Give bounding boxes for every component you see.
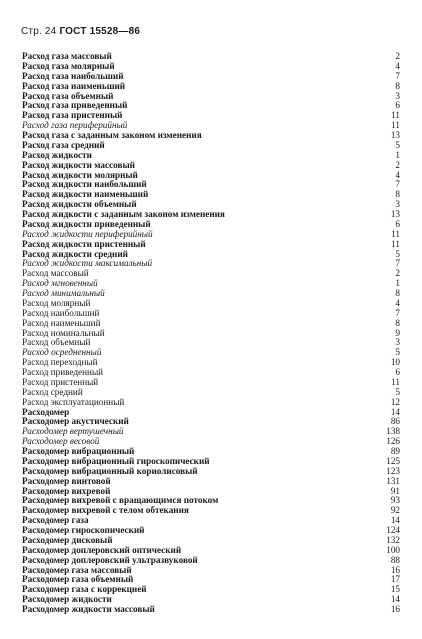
index-entry: [22, 230, 400, 240]
index-term: Расход эксплуатационный: [22, 397, 125, 407]
index-page-number: 11: [391, 120, 400, 131]
index-page-number: 1: [395, 149, 400, 160]
index-term: Расходомер вибрационный кориолисовый: [22, 466, 198, 476]
index-term: Расходомер газа: [22, 516, 89, 526]
index-entry: [22, 101, 400, 111]
index-term: Расход пристенный: [22, 377, 99, 387]
index-term: Расходомер вертушечный: [22, 427, 124, 437]
index-term: Расходомер гироскопический: [22, 526, 145, 535]
index-entry: [22, 487, 400, 497]
index-entry: [22, 398, 400, 408]
index-entry: [22, 368, 400, 378]
index-term: Расход осредненный: [22, 348, 102, 358]
index-entry: [22, 408, 400, 418]
index-entry: [22, 82, 400, 92]
index-page-number: 13: [390, 209, 400, 219]
index-term: Расходомер винтовой: [22, 476, 111, 486]
index-entry: [22, 279, 400, 289]
index-page-number: 15: [390, 584, 400, 595]
index-term: Расход минимальный: [22, 289, 105, 298]
index-term: Расходомер газа объемный: [22, 575, 134, 585]
index-term: Расход молярный: [22, 298, 91, 308]
index-term: Расход жидкости молярный: [22, 170, 138, 180]
index-page-number: 3: [395, 337, 400, 348]
index-term: Расход мгновенный: [22, 279, 98, 289]
index-entry: [22, 92, 400, 102]
index-entry: [22, 52, 400, 62]
index-entry: [22, 437, 400, 447]
index-entry: [22, 516, 400, 526]
index-entry: [22, 259, 400, 269]
index-page-number: 3: [395, 90, 400, 101]
index-entry: [22, 467, 400, 477]
index-entry: [22, 329, 400, 339]
index-entry: [22, 250, 400, 260]
index-entry: [22, 526, 400, 536]
index-entry: [22, 131, 400, 141]
index-page-number: 5: [395, 248, 400, 259]
index-entry: [22, 417, 400, 427]
index-term: Расход газа периферийный: [22, 121, 128, 131]
index-term: Расход приведенный: [22, 368, 104, 377]
index-entry: [22, 299, 400, 309]
index-page-number: 131: [386, 475, 400, 486]
index-entry: [22, 111, 400, 121]
index-term: Расходомер весовой: [22, 437, 100, 447]
index-page-number: 11: [391, 110, 400, 121]
index-term: Расходомер акустический: [22, 417, 129, 427]
index-term: Расходомер газа массовый: [22, 565, 132, 575]
index-term: Расход газа средний: [22, 140, 105, 150]
index-term: Расход наименьший: [22, 318, 101, 328]
index-term: Расход объемный: [22, 338, 91, 348]
index-term: Расход газа с заданным законом изменения: [22, 131, 202, 140]
index-page-number: 2: [395, 51, 400, 61]
index-entry: [22, 72, 400, 82]
index-page-number: 7: [395, 179, 400, 190]
index-term: Расход жидкости максимальный: [22, 259, 153, 269]
index-entry: [22, 566, 400, 576]
index-entry: [22, 605, 400, 615]
index-term: Расходомер жидкости массовый: [22, 605, 155, 614]
index-entry: [22, 220, 400, 230]
index-page-number: 14: [390, 515, 400, 526]
index-term: Расход газа пристенный: [22, 111, 123, 121]
index-term: Расходомер вихревой с вращающимся потоком: [22, 496, 219, 506]
index-page-number: 92: [390, 505, 400, 516]
index-term: Расход жидкости наибольший: [22, 180, 147, 190]
index-term: Расходомер жидкости: [22, 595, 112, 605]
index-entry: [22, 141, 400, 151]
index-page-number: 9: [395, 327, 400, 338]
index-entry: [22, 477, 400, 487]
index-page-number: 4: [395, 169, 400, 180]
index-page-number: 11: [391, 238, 400, 249]
index-entry: [22, 161, 400, 171]
index-page-number: 100: [386, 544, 400, 555]
index-page-number: 13: [390, 130, 400, 140]
index-term: Расход газа молярный: [22, 61, 115, 71]
index-entry: [22, 309, 400, 319]
index-entry: [22, 457, 400, 467]
index-page-number: 8: [395, 80, 400, 91]
index-term: Расход газа массовый: [22, 52, 112, 61]
index-entry: [22, 319, 400, 329]
index-page-number: 7: [395, 307, 400, 318]
index-page-number: 14: [390, 594, 400, 605]
index-entry: [22, 447, 400, 457]
index-term: Расход жидкости приведенный: [22, 219, 151, 229]
index-entry: [22, 190, 400, 200]
index-page-number: 16: [390, 604, 400, 614]
index-page-number: 17: [390, 574, 400, 585]
index-page-number: 7: [395, 70, 400, 81]
index-term: Расходомер: [22, 407, 70, 417]
index-term: Расход газа наибольший: [22, 71, 124, 81]
index-page-number: 6: [395, 100, 400, 111]
index-entry: [22, 496, 400, 506]
index-term: Расход жидкости средний: [22, 249, 128, 259]
index-page-number: 126: [386, 436, 400, 447]
term-index-list: [22, 52, 400, 615]
index-entry: [22, 338, 400, 348]
index-entry: [22, 427, 400, 437]
page-header: [21, 26, 140, 37]
index-page-number: 125: [386, 455, 400, 466]
index-term: Расход газа наименьший: [22, 81, 126, 91]
index-term: Расход жидкости периферийный: [22, 229, 153, 239]
index-term: Расходомер доплеровский ультразвуковой: [22, 555, 198, 565]
index-term: Расход жидкости пристенный: [22, 239, 146, 249]
index-page-number: 4: [395, 60, 400, 71]
index-page-number: 11: [391, 228, 400, 239]
index-term: Расходомер вихревой с телом обтекания: [22, 506, 189, 516]
index-entry: [22, 536, 400, 546]
index-page-number: 3: [395, 199, 400, 210]
index-term: Расход переходный: [22, 358, 98, 368]
index-entry: [22, 556, 400, 566]
index-entry: [22, 269, 400, 279]
index-page-number: 91: [390, 485, 400, 496]
index-page-number: 16: [390, 564, 400, 575]
index-page-number: 8: [395, 317, 400, 328]
index-entry: [22, 378, 400, 388]
index-entry: [22, 388, 400, 398]
index-page-number: 12: [390, 396, 400, 407]
index-page-number: 6: [395, 218, 400, 229]
index-page-number: 8: [395, 189, 400, 200]
index-entry: [22, 585, 400, 595]
index-entry: [22, 210, 400, 220]
index-term: Расход номинальный: [22, 328, 105, 338]
index-page-number: 7: [395, 258, 400, 269]
index-page-number: 2: [395, 159, 400, 170]
index-term: Расход жидкости массовый: [22, 160, 135, 170]
index-entry: [22, 62, 400, 72]
index-page-number: 8: [395, 288, 400, 298]
index-term: Расход жидкости объемный: [22, 200, 137, 210]
index-page-number: 86: [390, 416, 400, 427]
index-page-number: 5: [395, 386, 400, 397]
index-term: Расходомер вибрационный гироскопический: [22, 456, 210, 466]
index-term: Расход газа приведенный: [22, 101, 128, 111]
index-page-number: 132: [386, 534, 400, 545]
index-page-number: 123: [386, 465, 400, 476]
index-page-number: 138: [386, 426, 400, 437]
index-entry: [22, 200, 400, 210]
index-page-number: 2: [395, 268, 400, 279]
index-entry: [22, 358, 400, 368]
index-entry: [22, 121, 400, 131]
index-term: Расход жидкости с заданным законом изменения: [22, 210, 225, 219]
index-entry: [22, 151, 400, 161]
index-entry: [22, 289, 400, 299]
index-entry: [22, 575, 400, 585]
index-term: Расход наибольший: [22, 308, 100, 318]
index-entry: [22, 171, 400, 181]
index-term: Расходомер вихревой: [22, 486, 111, 496]
index-page-number: 88: [390, 554, 400, 565]
index-page-number: 5: [395, 347, 400, 358]
index-page-number: 93: [390, 495, 400, 506]
index-term: Расход газа объемный: [22, 91, 114, 101]
index-page-number: 11: [391, 376, 400, 387]
index-term: Расходомер дисковый: [22, 535, 113, 545]
index-term: Расход жидкости наименьший: [22, 190, 149, 200]
index-entry: [22, 240, 400, 250]
index-entry: [22, 180, 400, 190]
index-page-number: 124: [386, 525, 400, 535]
index-term: Расход массовый: [22, 269, 89, 279]
index-page-number: 89: [390, 446, 400, 456]
index-entry: [22, 506, 400, 516]
index-entry: [22, 595, 400, 605]
index-page-number: 6: [395, 367, 400, 377]
index-entry: [22, 546, 400, 556]
index-term: Расход жидкости: [22, 150, 92, 160]
index-page-number: 1: [395, 278, 400, 289]
index-term: Расходомер вибрационный: [22, 447, 135, 456]
index-page-number: 14: [390, 406, 400, 417]
index-page-number: 5: [395, 139, 400, 150]
standard-code: ГОСТ 15528—86: [59, 26, 141, 37]
index-page-number: 4: [395, 297, 400, 308]
index-term: Расход средний: [22, 387, 83, 397]
index-page-number: 10: [390, 357, 400, 368]
index-term: Расходомер доплеровский оптический: [22, 545, 182, 555]
page-number-label: Стр. 24: [21, 26, 57, 37]
index-term: Расходомер газа с коррекцией: [22, 585, 147, 595]
index-entry: [22, 348, 400, 358]
